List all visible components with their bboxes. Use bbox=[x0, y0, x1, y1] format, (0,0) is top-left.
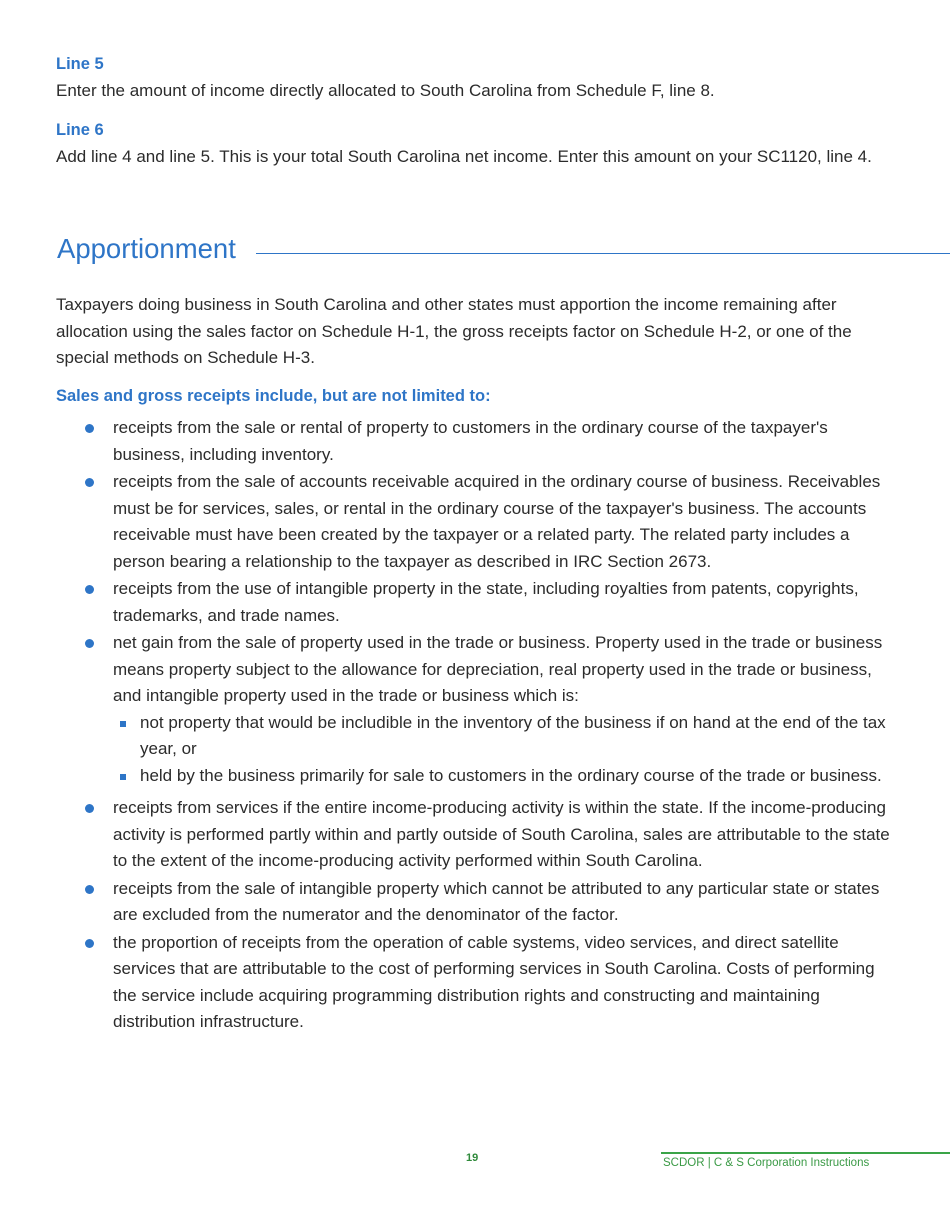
list-item bbox=[0, 576, 895, 629]
sub-list-item bbox=[113, 710, 890, 763]
sub-list-item-text: held by the business primarily for sale to customers in the ordinary course of the trade or business. bbox=[140, 765, 882, 785]
apportionment-intro: Taxpayers doing business in South Carolina and other states must apportion the income remaining after allocation using the sales factor on Schedule H-1, the gross receipts factor on Schedule H-2, or one of the special methods on Schedule H-3. bbox=[56, 295, 852, 367]
list-item-text: receipts from the use of intangible property in the state, including royalties from patents, copyrights, trademarks, and trade names. bbox=[113, 579, 859, 625]
bullet-icon bbox=[85, 804, 94, 813]
property-sub-list bbox=[113, 710, 895, 790]
footer-rule bbox=[661, 1152, 950, 1154]
sub-list-item-text: not property that would be includible in the inventory of the business if on hand at the end of the tax year, or bbox=[140, 712, 886, 758]
bullet-icon bbox=[85, 478, 94, 487]
section-title-rule bbox=[256, 253, 950, 254]
list-item-text: net gain from the sale of property used in the trade or business. Property used in the trade or business means property subject to the allowance for depreciation, real property used in the trade or business, and intangible property used in the trade or business which is: bbox=[113, 633, 883, 705]
list-item-text: receipts from the sale of intangible property which cannot be attributed to any particular state or states are excluded from the numerator and the denominator of the factor. bbox=[113, 878, 880, 924]
page-number: 19 bbox=[466, 1152, 479, 1164]
list-item bbox=[0, 795, 895, 875]
list-item-text: receipts from the sale of accounts receivable acquired in the ordinary course of business. Receivables must be for services, sales, or rental in the ordinary course of the taxpayer's business. The accounts receivable must have been created by the taxpayer or a related party. The related party includes a person bearing a relationship to the taxpayer as described in IRC Section 2673. bbox=[113, 472, 881, 571]
list-item bbox=[0, 415, 895, 468]
sub-list-item bbox=[113, 763, 890, 790]
receipts-subheading: Sales and gross receipts include, but are not limited to: bbox=[56, 387, 491, 405]
receipts-list bbox=[0, 415, 950, 1037]
square-bullet-icon bbox=[120, 721, 126, 727]
list-item-text: receipts from services if the entire income-producing activity is within the state. If the income-producing activity is performed partly within and partly outside of South Carolina, sales are attributable to the state to the extent of the income-producing activity performed within South Carolina. bbox=[113, 798, 890, 870]
bullet-icon bbox=[85, 639, 94, 648]
bullet-icon bbox=[85, 885, 94, 894]
line6-heading: Line 6 bbox=[56, 121, 104, 139]
line5-heading: Line 5 bbox=[56, 55, 104, 73]
list-item-text: the proportion of receipts from the operation of cable systems, video services, and direct satellite services that are attributable to the cost of performing services in South Carolina. Costs of performing the service include acquiring programming distribution rights and constructing and maintaining distribution infrastructure. bbox=[113, 932, 875, 1031]
line5-text: Enter the amount of income directly allocated to South Carolina from Schedule F, line 8. bbox=[56, 81, 715, 100]
square-bullet-icon bbox=[120, 774, 126, 780]
bullet-icon bbox=[85, 424, 94, 433]
bullet-icon bbox=[85, 939, 94, 948]
section-title: Apportionment bbox=[57, 233, 236, 264]
list-item bbox=[0, 469, 895, 575]
list-item-text: receipts from the sale or rental of property to customers in the ordinary course of the taxpayer's business, including inventory. bbox=[113, 418, 828, 464]
footer-title: SCDOR | C & S Corporation Instructions bbox=[663, 1157, 870, 1169]
list-item bbox=[0, 930, 895, 1036]
line6-text: Add line 4 and line 5. This is your total South Carolina net income. Enter this amount on your SC1120, line 4. bbox=[56, 147, 872, 166]
bullet-icon bbox=[85, 585, 94, 594]
list-item bbox=[0, 630, 895, 789]
list-item bbox=[0, 876, 895, 929]
